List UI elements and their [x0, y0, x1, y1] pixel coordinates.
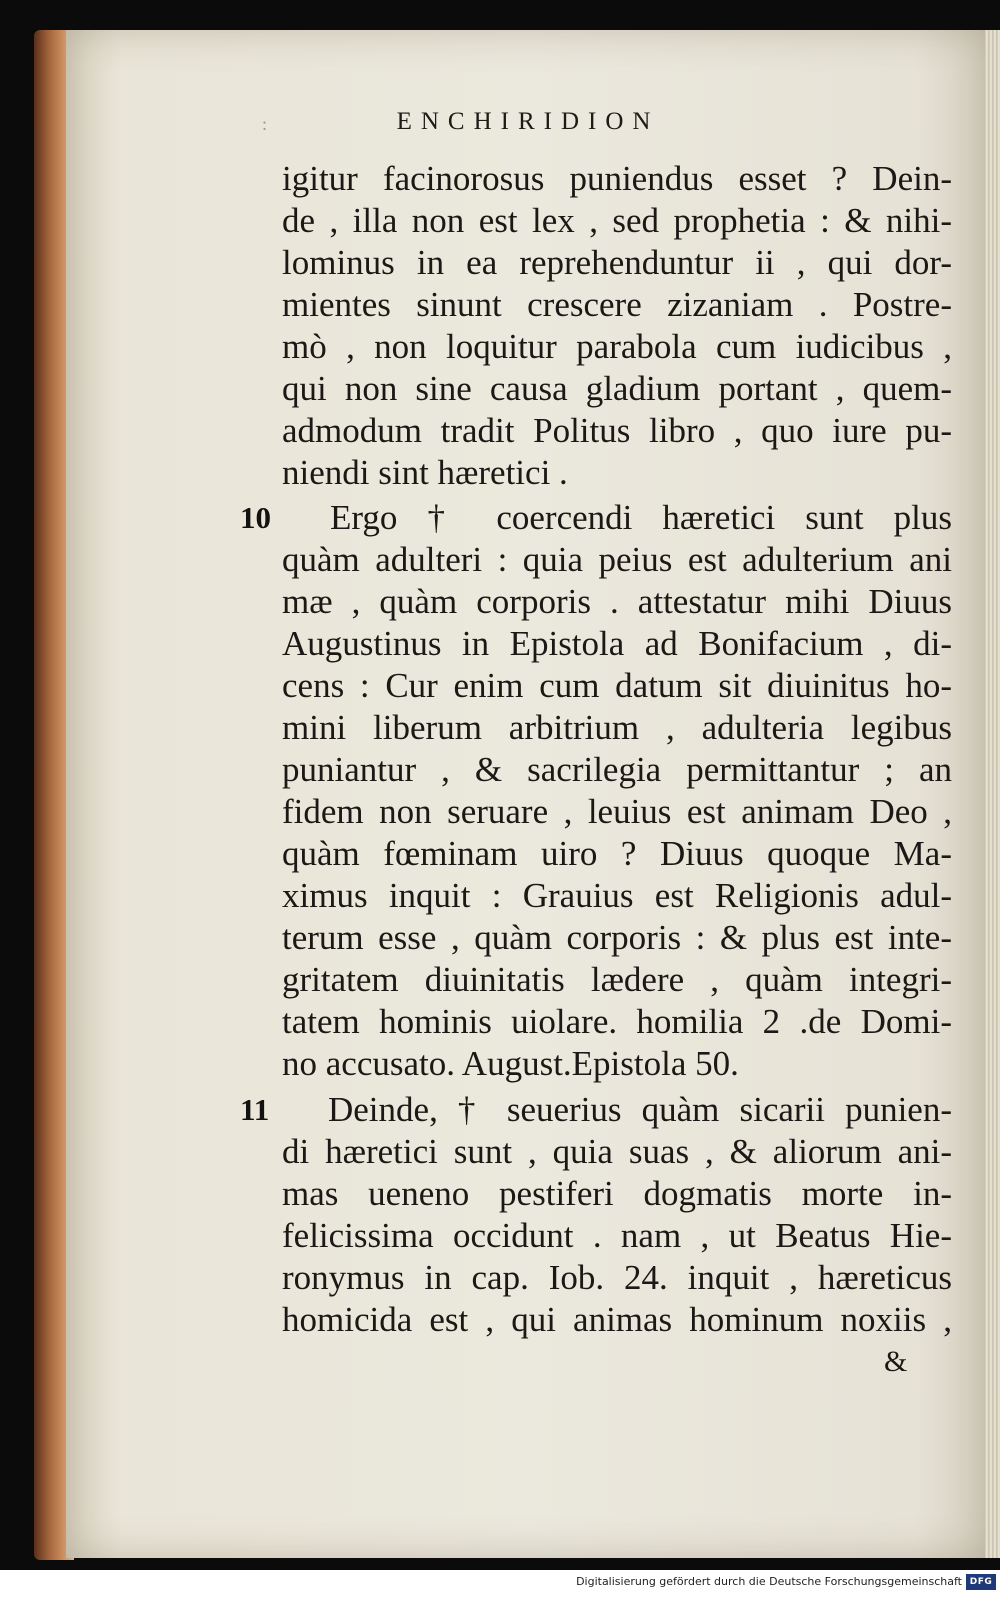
text-line: gritatem diuinitatis lædere , quàm integri-	[282, 960, 952, 999]
text-line: fidem non seruare , leuius est animam Deo ,	[282, 792, 952, 831]
paragraph-number: 10	[240, 500, 271, 535]
text-line: quàm fœminam uiro ? Diuus quoque Ma-	[282, 834, 952, 873]
text-line: admodum tradit Politus libro , quo iure pu-	[282, 411, 952, 450]
text-line: cens : Cur enim cum datum sit diuinitus ho-	[282, 666, 952, 705]
text-line: lominus in ea reprehenduntur ii , qui dor-	[282, 243, 952, 282]
text-line: de , illa non est lex , sed prophetia : & nihi-	[282, 201, 952, 240]
text-line: Augustinus in Epistola ad Bonifacium , di-	[282, 624, 952, 663]
text-line: mæ , quàm corporis . attestatur mihi Diuus	[282, 582, 952, 621]
catchword: &	[884, 1345, 908, 1378]
text-line: ronymus in cap. Iob. 24. inquit , hæreticus	[282, 1258, 952, 1297]
text-line: ximus inquit : Grauius est Religionis adul-	[282, 876, 952, 915]
text-line: tatem hominis uiolare. homilia 2 .de Domi-	[282, 1002, 952, 1041]
text-line: mientes sinunt crescere zizaniam . Postre-	[282, 285, 952, 324]
running-head: ENCHIRIDION	[396, 108, 660, 135]
text-line: Deinde, † seuerius quàm sicarii punien-	[328, 1090, 952, 1129]
text-line: igitur facinorosus puniendus esset ? Dein-	[282, 159, 952, 198]
digitization-credit: Digitalisierung gefördert durch die Deutsche Forschungsgemeinschaft	[576, 1575, 962, 1588]
dfg-logo-icon: DFG	[966, 1574, 996, 1590]
text-line: no accusato. August.Epistola 50.	[282, 1044, 739, 1083]
text-line: di hæretici sunt , quia suas , & aliorum ani-	[282, 1132, 952, 1171]
text-line: felicissima occidunt . nam , ut Beatus Hie-	[282, 1216, 952, 1255]
text-line: terum esse , quàm corporis : & plus est inte-	[282, 918, 952, 957]
text-line: puniantur , & sacrilegia permittantur ; an	[282, 750, 952, 789]
text-line: homicida est , qui animas hominum noxiis ,	[282, 1300, 952, 1339]
page-mark: :	[262, 114, 268, 134]
text-line: mini liberum arbitrium , adulteria legibus	[282, 708, 952, 747]
paragraph-number: 11	[240, 1092, 270, 1127]
footer-bar	[0, 1570, 1000, 1598]
text-line: qui non sine causa gladium portant , quem-	[282, 369, 952, 408]
text-line: Ergo † coercendi hæretici sunt plus	[330, 498, 952, 537]
text-line: mas ueneno pestiferi dogmatis morte in-	[282, 1174, 952, 1213]
text-line: quàm adulteri : quia peius est adulterium ani	[282, 540, 952, 579]
text-line: niendi sint hæretici .	[282, 453, 568, 492]
text-line: mò , non loquitur parabola cum iudicibus ,	[282, 327, 952, 366]
